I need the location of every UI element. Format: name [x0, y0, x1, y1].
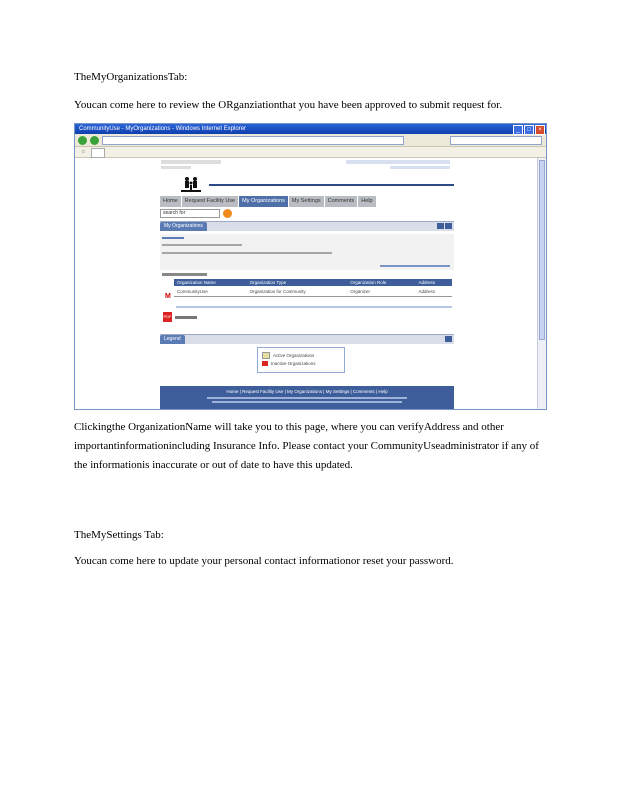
header-subtext-left: [161, 166, 191, 169]
table-header: Organization Type: [247, 279, 348, 286]
org-link-line: [380, 265, 450, 267]
table-cell: Address: [415, 286, 452, 297]
site-search-input: search for: [160, 209, 220, 218]
footer-text-line: [212, 401, 402, 403]
site-tab-bar: [160, 196, 454, 207]
ie-tab: [91, 148, 105, 158]
table-header: Organization Role: [347, 279, 415, 286]
site-footer: [160, 386, 454, 409]
family-logo-icon: [181, 176, 201, 192]
org-address-line: [162, 252, 332, 254]
table-cell: Organization for Community: [247, 286, 348, 297]
window-controls: [513, 125, 545, 135]
legend-item-label: Active Organizations: [273, 353, 315, 358]
tab-help: Help: [358, 196, 375, 207]
legend-swatch: [262, 361, 268, 366]
organizations-table: [174, 279, 452, 297]
table-header: Address: [415, 279, 452, 286]
search-go-icon: [223, 209, 232, 218]
table-header-row: [174, 279, 452, 286]
page-viewport: [75, 158, 538, 409]
vertical-scrollbar: [537, 158, 546, 409]
site-page: [160, 158, 454, 409]
header-text-right: [346, 160, 450, 164]
legend-item: [262, 361, 316, 366]
tab-home: Home: [160, 196, 181, 207]
panel-label: My Organizations: [160, 222, 207, 231]
table-footer-line: [176, 306, 452, 308]
panel-controls: [437, 223, 452, 229]
my-organizations-heading: TheMyOrganizationsTab:: [74, 71, 188, 83]
forward-icon: [90, 136, 99, 145]
back-icon: [78, 136, 87, 145]
maximize-icon: □: [524, 125, 534, 135]
minimize-icon: _: [513, 125, 523, 135]
favorites-star-icon: ☆: [81, 149, 86, 155]
ie-window-title: CommunityUse - MyOrganizations - Windows Internet Explorer: [79, 126, 247, 132]
table-cell: CommunityUse: [174, 286, 247, 297]
table-cell: Organizer: [347, 286, 415, 297]
table-row: [174, 286, 452, 297]
clicking-org-description: Clickingthe OrganizationName will take you to this page, where you can verifyAddress and other importantinformationincluding Insurance Info. Please contact your CommunityUseadministrator if any of the informationis inaccurate or out of date to have this updated.: [74, 421, 539, 471]
legend-label: Legend: [160, 335, 185, 344]
header-subtext-right: [390, 166, 450, 169]
legend-panel-header: [160, 334, 454, 344]
legend-item: [262, 352, 314, 359]
footer-links: Home | Request Facility Use | My Organizations | My Settings | Comments | Help: [226, 389, 388, 394]
collapse-icon: [445, 336, 452, 342]
header-text-left: [161, 160, 221, 164]
my-settings-heading: TheMySettings Tab:: [74, 529, 164, 541]
org-name-line: [162, 237, 184, 239]
ie-title-bar: [75, 124, 546, 134]
organization-detail-box: [160, 234, 454, 270]
legend-box: [257, 347, 345, 373]
ie-tab-strip: [75, 147, 546, 158]
legend-controls: [445, 336, 452, 342]
tab-my-settings: My Settings: [289, 196, 324, 207]
legend-item-label: Inactive Organizations: [271, 361, 316, 366]
org-list-caption: [162, 273, 207, 276]
pdf-caption: [175, 316, 197, 319]
browser-screenshot: [74, 123, 547, 410]
my-organizations-panel-header: [160, 221, 454, 231]
gmail-icon: M: [165, 293, 171, 300]
tab-comments: Comments: [325, 196, 358, 207]
expand-icon: [445, 223, 452, 229]
org-info-line: [162, 244, 242, 246]
ie-address-bar: [75, 134, 546, 147]
pdf-icon: PDF: [163, 312, 172, 322]
scrollbar-thumb: [539, 160, 545, 340]
my-settings-description: Youcan come here to update your personal contact informationor reset your password.: [74, 555, 454, 567]
tab-my-organizations: My Organizations: [239, 196, 288, 207]
close-icon: ×: [535, 125, 545, 135]
header-rule: [209, 184, 454, 186]
ie-search-field: [450, 136, 542, 145]
table-header: Organization Name: [174, 279, 247, 286]
tab-request-facility-use: Request Facility Use: [182, 196, 238, 207]
address-field: [102, 136, 404, 145]
site-search: [160, 209, 232, 218]
my-organizations-description: Youcan come here to review the ORganziationthat you have been approved to submit request for.: [74, 99, 503, 111]
footer-text-line: [207, 397, 407, 399]
legend-swatch: [262, 352, 270, 359]
collapse-icon: [437, 223, 444, 229]
